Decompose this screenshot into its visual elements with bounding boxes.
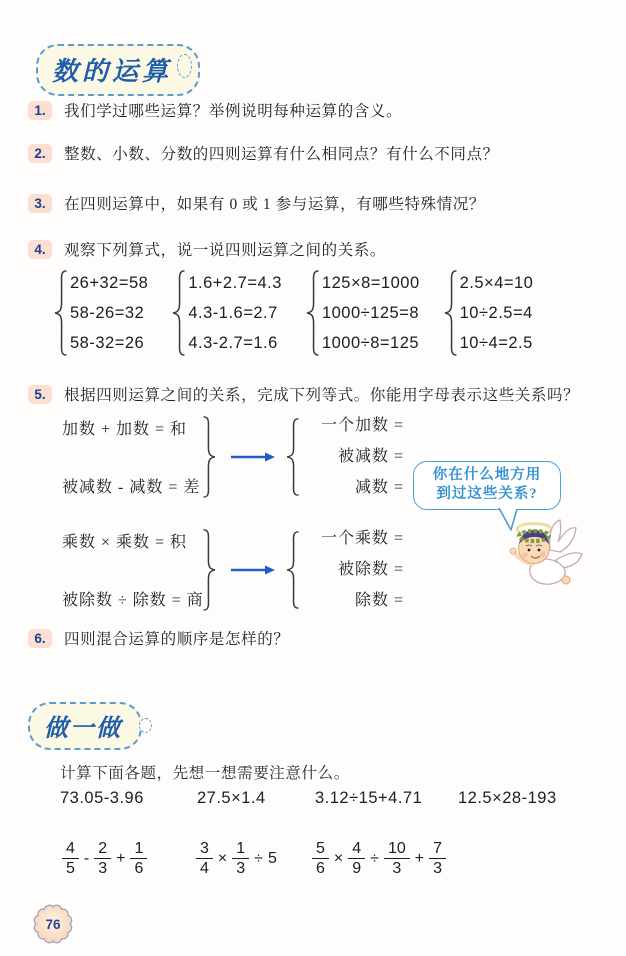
operator: ×	[333, 849, 344, 867]
practice-label-box	[28, 702, 142, 750]
relation-blank: 一个加数 =	[320, 417, 404, 434]
relation-formula: 被减数 - 减数 = 差	[62, 479, 201, 496]
equation-line: 4.3-1.6=2.7	[188, 304, 278, 322]
question-row-1	[28, 101, 402, 122]
practice-problem-4: 12.5×28-193	[458, 789, 557, 807]
fraction: $\frac{1}{3}$	[232, 840, 249, 877]
question-number-badge: 1.	[28, 101, 52, 120]
question-row-6	[28, 629, 289, 650]
left-brace-icon	[172, 270, 185, 356]
equation-groups	[54, 268, 533, 358]
equation-group-multiplication-integer	[306, 268, 420, 358]
relation-answers	[300, 410, 404, 503]
question-text: 整数、小数、分数的四则运算有什么相同点？有什么不同点？	[64, 146, 499, 163]
left-brace-icon	[444, 270, 457, 356]
equation-line: 125×8=1000	[321, 274, 420, 292]
relation-block-multiplication	[0, 527, 626, 627]
question-text: 观察下列算式，说一说四则运算之间的关系。	[64, 242, 387, 259]
relation-formula: 乘数 × 乘数 = 积	[62, 534, 188, 551]
practice-problem-2: 27.5×1.4	[197, 789, 266, 807]
question-text: 我们学过哪些运算？举例说明每种运算的含义。	[64, 103, 403, 120]
fraction: $\frac{10}{3}$	[384, 840, 410, 877]
question-row-4	[28, 240, 386, 261]
speech-bubble	[413, 461, 561, 510]
question-row-5	[28, 385, 579, 406]
relation-blank: 被除数 =	[337, 561, 404, 578]
relation-blank: 被减数 =	[337, 448, 404, 465]
whole-number: 5	[267, 849, 277, 867]
relation-answers	[300, 523, 404, 616]
right-brace-icon	[203, 529, 216, 611]
page-number-badge	[30, 903, 76, 945]
equation-line: 10÷4=2.5	[459, 334, 533, 352]
equation-line: 1000÷8=125	[321, 334, 420, 352]
speech-bubble-line2: 到过这些关系?	[436, 486, 538, 502]
fraction: $\frac{1}{6}$	[130, 840, 147, 877]
left-brace-icon	[54, 270, 67, 356]
operator: +	[414, 849, 425, 867]
question-number-badge: 4.	[28, 240, 52, 259]
fraction-problem-3	[312, 840, 446, 877]
equation-line: 1.6+2.7=4.3	[188, 274, 282, 292]
equation-group-addition-decimal	[172, 268, 282, 358]
equation-line: 1000÷125=8	[321, 304, 420, 322]
question-text: 根据四则运算之间的关系，完成下列等式。你能用字母表示这些关系吗？	[64, 387, 580, 404]
equation-line: 2.5×4=10	[459, 274, 534, 292]
question-number-badge: 3.	[28, 194, 52, 213]
operator: ×	[217, 849, 228, 867]
fraction: $\frac{5}{6}$	[312, 840, 329, 877]
fraction-problem-1	[62, 840, 147, 877]
title-knot-decoration	[177, 54, 192, 78]
question-number-badge: 2.	[28, 144, 52, 163]
question-text: 在四则运算中，如果有 0 或 1 参与运算，有哪些特殊情况？	[64, 196, 486, 213]
page-number: 76	[45, 917, 61, 932]
question-number-badge: 5.	[28, 385, 52, 404]
equation-line: 58-32=26	[70, 334, 145, 352]
equation-group-addition-integer	[54, 268, 148, 358]
section-title: 数的运算	[52, 57, 173, 86]
operator: ÷	[254, 849, 263, 867]
practice-problem-3: 3.12÷15+4.71	[315, 789, 423, 807]
relation-formula: 被除数 ÷ 除数 = 商	[62, 592, 204, 609]
relation-blank: 一个乘数 =	[320, 530, 404, 547]
left-brace-icon	[306, 270, 319, 356]
operator: +	[116, 849, 126, 867]
fraction: $\frac{4}{9}$	[348, 840, 365, 877]
question-row-2	[28, 144, 499, 165]
fraction: $\frac{7}{3}$	[429, 840, 446, 877]
left-brace-icon	[286, 531, 299, 609]
fraction: $\frac{3}{4}$	[196, 840, 213, 877]
practice-instruction: 计算下面各题，先想一想需要注意什么。	[60, 765, 350, 782]
equation-line: 4.3-2.7=1.6	[188, 334, 278, 352]
fraction: $\frac{4}{5}$	[62, 840, 79, 877]
right-brace-icon	[203, 416, 216, 498]
practice-label: 做一做	[44, 716, 122, 742]
arrow-right-icon	[230, 564, 276, 576]
relation-formula: 加数 + 加数 = 和	[62, 421, 188, 438]
fraction: $\frac{2}{3}$	[94, 840, 111, 877]
practice-knot-decoration	[139, 718, 152, 733]
practice-problem-1: 73.05-3.96	[60, 789, 144, 807]
question-number-badge: 6.	[28, 629, 52, 648]
equation-line: 10÷2.5=4	[459, 304, 533, 322]
speech-bubble-tail	[497, 508, 521, 534]
arrow-right-icon	[230, 451, 276, 463]
equation-group-multiplication-decimal	[444, 268, 534, 358]
operator: -	[83, 849, 90, 867]
operator: ÷	[370, 849, 379, 867]
left-brace-icon	[286, 418, 299, 496]
equation-line: 58-26=32	[70, 304, 145, 322]
section-title-box	[36, 44, 200, 96]
fraction-problem-2	[196, 840, 277, 877]
question-row-3	[28, 194, 485, 215]
relation-blank: 减数 =	[354, 479, 404, 496]
speech-bubble-line1: 你在什么地方用	[432, 467, 542, 483]
relation-blank: 除数 =	[354, 592, 404, 609]
question-text: 四则混合运算的顺序是怎样的？	[64, 631, 290, 648]
equation-line: 26+32=58	[70, 274, 149, 292]
